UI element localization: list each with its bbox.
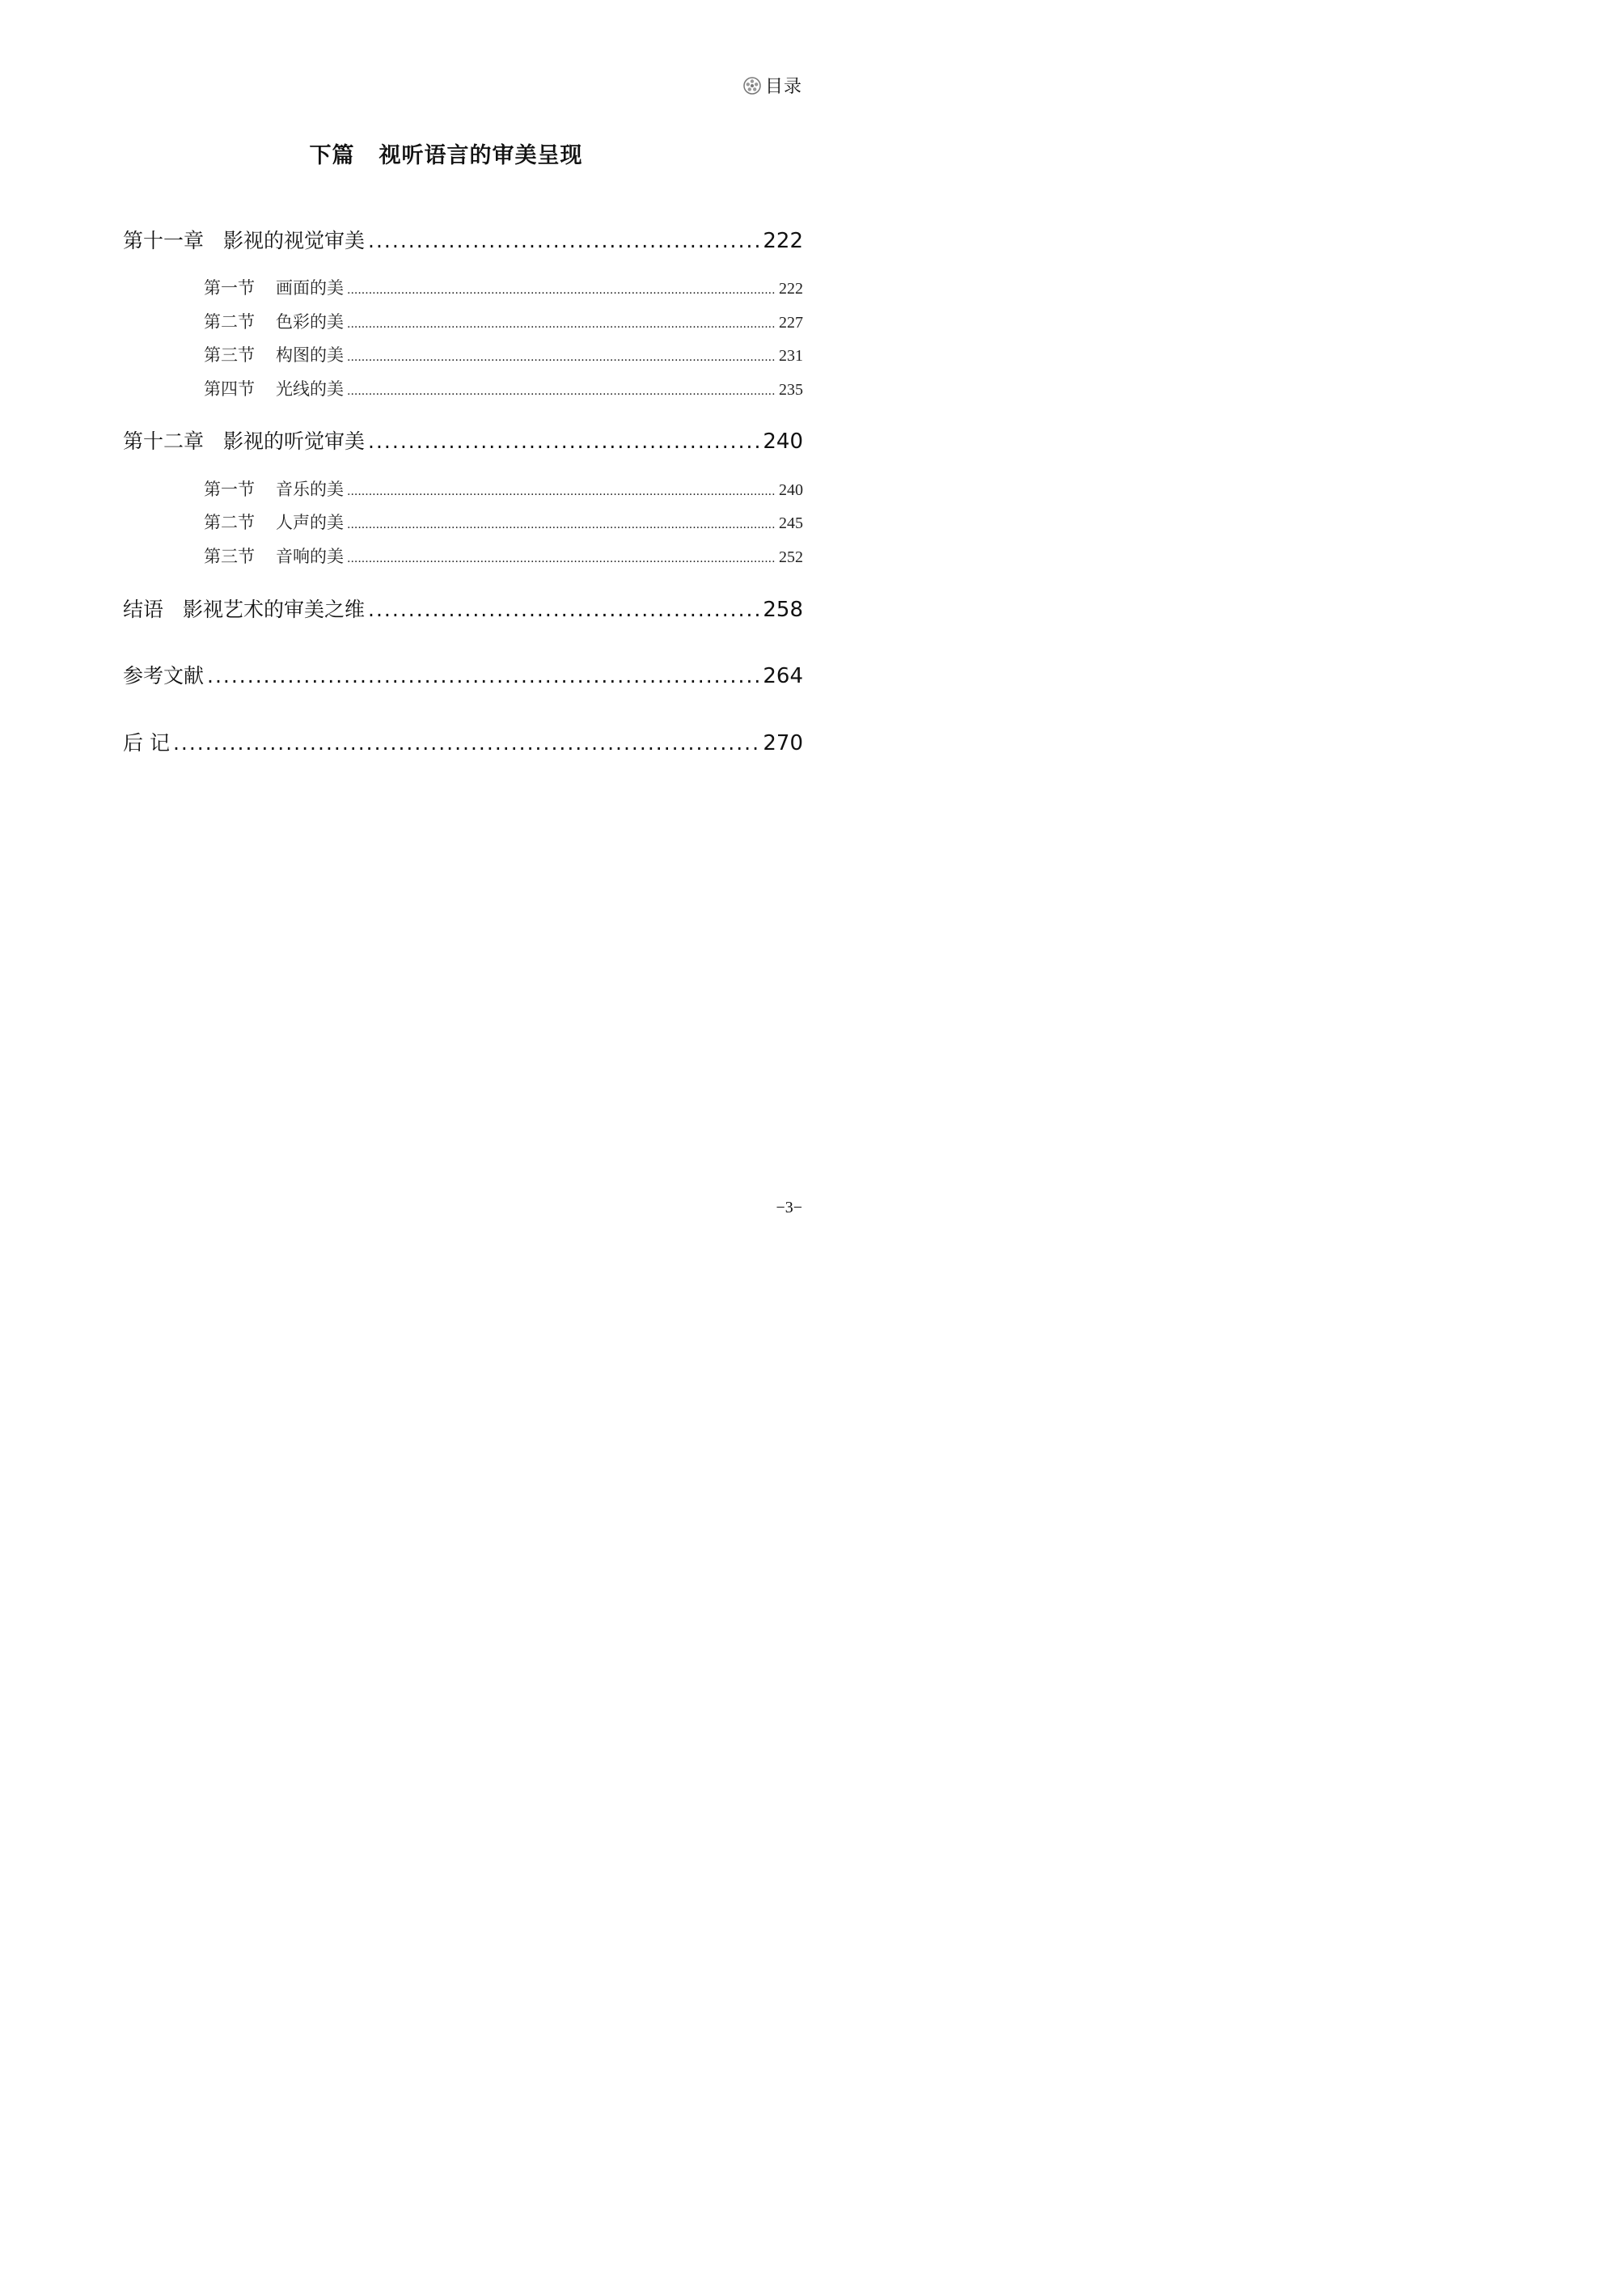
page-number: −3− (776, 1199, 802, 1216)
toc-chapter[interactable] (123, 660, 803, 689)
entry-page: 258 (763, 598, 803, 622)
toc-section[interactable] (204, 510, 803, 534)
header-label: 目录 (764, 77, 802, 97)
film-reel-icon (742, 76, 762, 95)
running-header (742, 73, 802, 98)
entry-page: 270 (763, 731, 803, 755)
entry-label: 第十二章 (123, 429, 205, 453)
entry-title: 影视的视觉审美 (223, 229, 366, 252)
entry-title: 人声的美 (276, 513, 344, 532)
dot-leader (347, 552, 776, 565)
entry-page: 240 (763, 429, 803, 454)
dot-leader (207, 664, 759, 687)
toc-chapter[interactable] (123, 594, 803, 623)
entry-label: 结语 (123, 598, 164, 621)
toc-section[interactable] (204, 544, 803, 568)
entry-page: 222 (779, 280, 803, 298)
entry-label: 第一节 (204, 480, 255, 499)
entry-label: 第十一章 (123, 229, 205, 252)
entry-page: 235 (779, 381, 803, 399)
part-title (0, 137, 892, 169)
entry-title: 影视艺术的审美之维 (183, 598, 366, 621)
toc-chapter[interactable] (123, 225, 803, 254)
entry-title: 画面的美 (276, 278, 344, 298)
entry-label: 第三节 (204, 547, 255, 566)
entry-label: 第三节 (204, 345, 255, 365)
entry-page: 264 (763, 664, 803, 688)
entry-page: 240 (779, 481, 803, 499)
dot-leader (347, 284, 776, 297)
toc-section[interactable] (204, 342, 803, 366)
entry-title: 构图的美 (276, 345, 344, 365)
entry-title: 音乐的美 (276, 480, 344, 499)
entry-page: 222 (763, 229, 803, 253)
toc-section[interactable] (204, 275, 803, 299)
dot-leader (368, 229, 759, 252)
toc-chapter[interactable] (123, 425, 803, 455)
entry-label: 后 记 (123, 731, 170, 755)
entry-title: 光线的美 (276, 379, 344, 399)
dot-leader (347, 485, 776, 498)
dot-leader (347, 385, 776, 398)
dot-leader (368, 429, 759, 453)
dot-leader (368, 598, 759, 621)
toc-chapter[interactable] (123, 727, 803, 756)
toc-section[interactable] (204, 376, 803, 400)
toc-section[interactable] (204, 476, 803, 501)
entry-label: 第二节 (204, 312, 255, 332)
entry-label: 参考文献 (123, 664, 205, 687)
entry-page: 231 (779, 347, 803, 365)
entry-title: 音响的美 (276, 547, 344, 566)
entry-title: 色彩的美 (276, 312, 344, 332)
toc-section[interactable] (204, 309, 803, 333)
dot-leader (173, 731, 759, 755)
dot-leader (347, 318, 776, 331)
entry-label: 第二节 (204, 513, 255, 532)
entry-title: 影视的听觉审美 (223, 429, 366, 453)
entry-page: 227 (779, 314, 803, 332)
part-prefix: 下篇 (309, 143, 355, 168)
dot-leader (347, 351, 776, 364)
entry-page: 252 (779, 548, 803, 566)
entry-page: 245 (779, 514, 803, 532)
part-title-text: 视听语言的审美呈现 (379, 143, 583, 168)
dot-leader (347, 518, 776, 531)
entry-label: 第四节 (204, 379, 255, 399)
entry-label: 第一节 (204, 278, 255, 298)
